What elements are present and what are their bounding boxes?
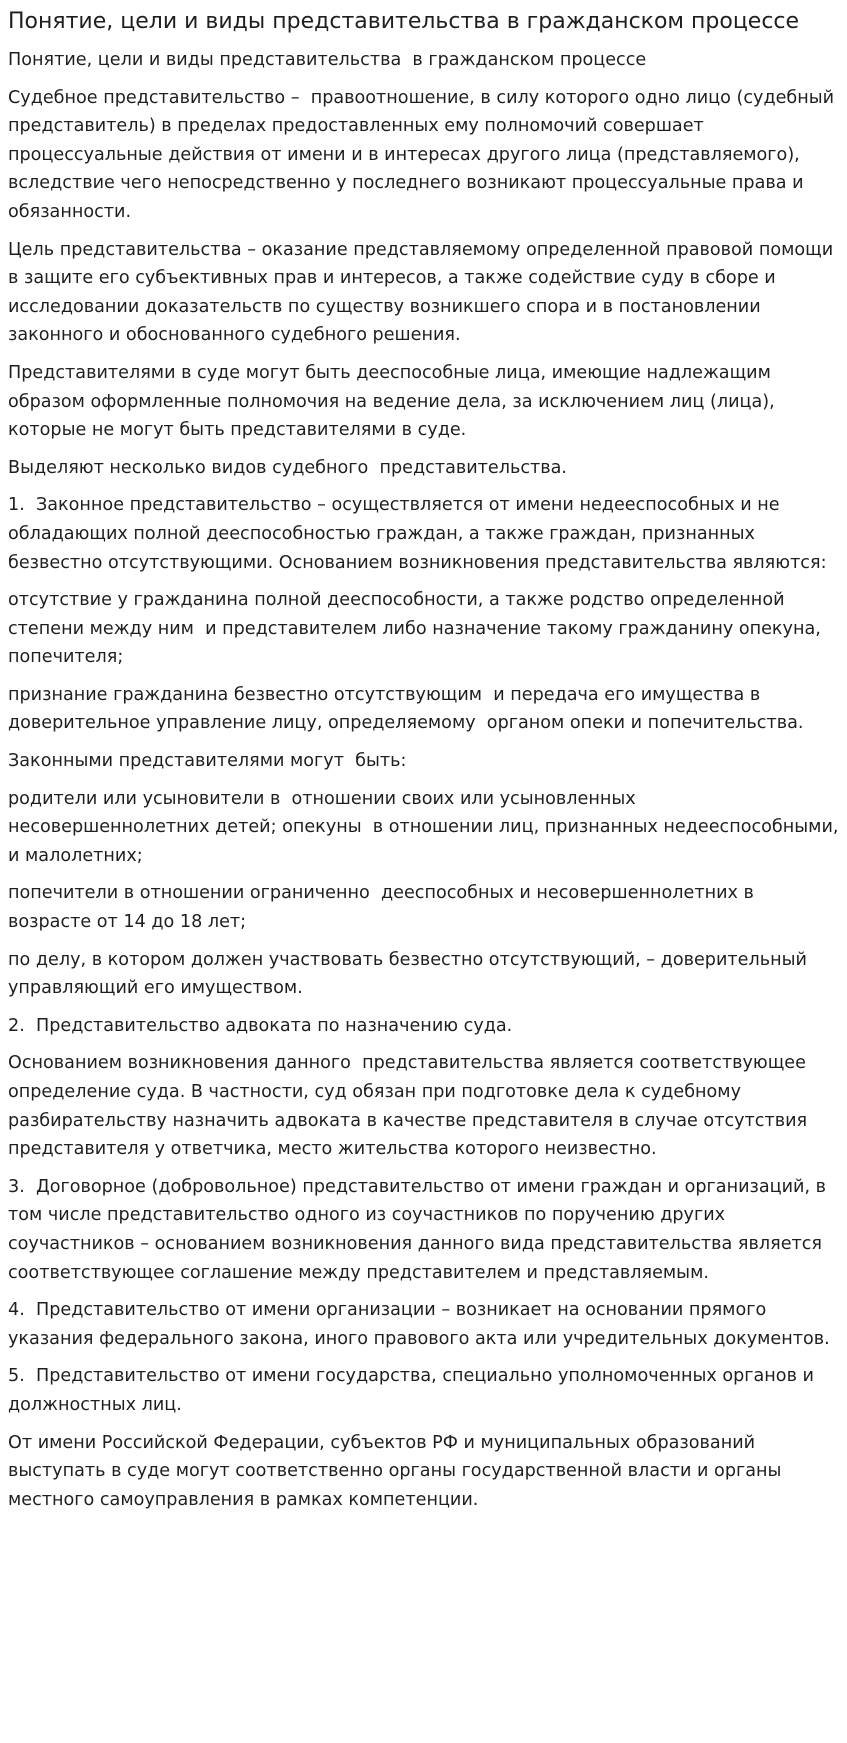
paragraph-types-intro: Выделяют несколько видов судебного представительства. [8, 457, 568, 478]
page-title: Понятие, цели и виды представительства в гражданском процессе [8, 9, 800, 34]
paragraph-basis-2: признание гражданина безвестно отсутствующим и передача его имущества в доверительное управление лицу, определяемому органом опеки и попечительства. [8, 684, 804, 734]
paragraph-definition: Судебное представительство – правоотношение, в силу которого одно лицо (судебный представитель) в пределах предоставленных ему полномочий совершает процессуальные действия от имени и в интересах другого лица (представляемого), вследствие чего непосредственно у последнего возникают процессуальные права и обязанности. [8, 87, 840, 222]
paragraph-lawyer-representation: 2. Представительство адвоката по назначению суда. [8, 1015, 513, 1036]
paragraph-contract-representation: 3. Договорное (добровольное) представительство от имени граждан и организаций, в том числе представительство одного из соучастников по поручению других соучастников – основанием возникновения данного вида представительства является соответствующее соглашение между представителем и представляемым. [8, 1176, 832, 1283]
paragraph-legal-reps-intro: Законными представителями могут быть: [8, 751, 407, 772]
paragraph-organization-representation: 4. Представительство от имени организации – возникает на основании прямого указания федерального закона, иного правового акта или учредительных документов. [8, 1300, 830, 1349]
paragraph-state-representation: 5. Представительство от имени государства, специально уполномоченных органов и должностных лиц. [8, 1366, 820, 1415]
paragraph-state-bodies: От имени Российской Федерации, субъектов РФ и муниципальных образований выступать в суде могут соответственно органы государственной власти и органы местного самоуправления в рамках компетенции. [8, 1432, 787, 1510]
paragraph-representatives: Представителями в суде могут быть дееспособные лица, имеющие надлежащим образом оформленные полномочия на ведение дела, за исключением лиц (лица), которые не могут быть представителями в суде. [8, 362, 781, 441]
paragraph-goal: Цель представительства – оказание представляемому определенной правовой помощи в защите его субъективных прав и интересов, а также содействие суду в сборе и исследовании доказательств по существу возникшего спора и в постановлении законного и обоснованного судебного решения. [8, 239, 839, 346]
paragraph-legal-reps-2: попечители в отношении ограниченно дееспособных и несовершеннолетних в возрасте от 14 до 18 лет; [8, 883, 760, 933]
paragraph-legal-reps-1: родители или усыновители в отношении своих или усыновленных несовершеннолетних детей; опекуны в отношении лиц, признанных недееспособными, и малолетних; [8, 788, 845, 866]
paragraph-lawyer-basis: Основанием возникновения данного представительства является соответствующее определение суда. В частности, суд обязан при подготовке дела к судебному разбирательству назначить адвоката в качестве представителя в случае отсутствия представителя у ответчика, место жительства которого неизвестно. [8, 1053, 818, 1160]
paragraph-subtitle: Понятие, цели и виды представительства в гражданском процессе [8, 50, 647, 70]
paragraph-legal-reps-3: по делу, в котором должен участвовать безвестно отсутствующий, – доверительный управляющий его имуществом. [8, 949, 813, 999]
paragraph-legal-representation: 1. Законное представительство – осуществляется от имени недееспособных и не обладающих полной дееспособностью граждан, а также граждан, признанных безвестно отсутствующими. Основанием возникновения представительства являются: [8, 495, 827, 573]
paragraph-basis-1: отсутствие у гражданина полной дееспособности, а также родство определенной степени между ним и представителем либо назначение такому гражданину опекуна, попечителя; [8, 590, 827, 668]
